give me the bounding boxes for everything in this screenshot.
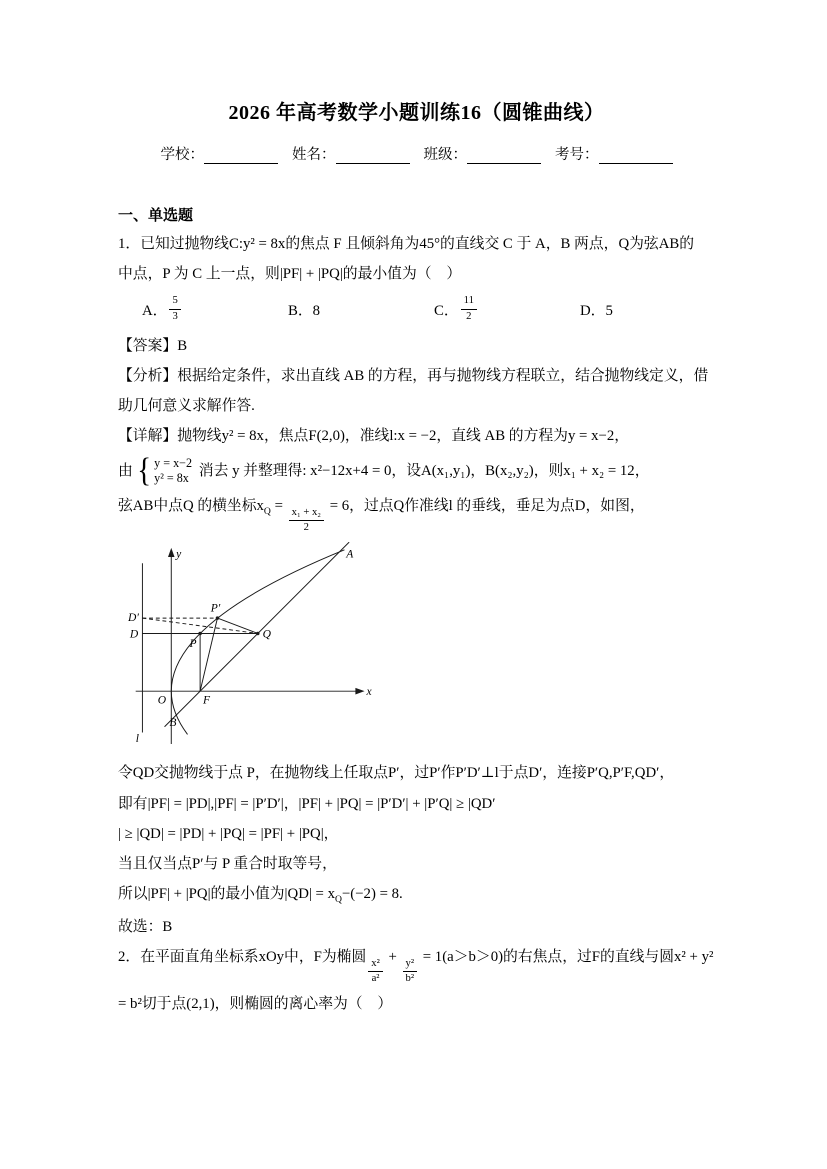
q1-conclusion: 故选：B: [118, 918, 173, 935]
point-q-dot: [256, 632, 259, 635]
label-point-b: B: [169, 717, 177, 730]
field-name-label: 姓名：: [292, 147, 336, 163]
field-school-label: 学校：: [160, 147, 204, 163]
option-a[interactable]: A． $\frac{5}{3}$: [142, 295, 288, 323]
label-point-p-prime: P′: [210, 602, 221, 615]
q1-detail-line-4: 令QD交抛物线于点 P，在抛物线上任取点P′，过P′作P′D′⊥l于点D′，连接P′Q,P′F,QD′，: [118, 765, 675, 782]
q1-detail-line-8: 所以|PF| + |PQ|的最小值为$|QD| = x_Q-(-2) = 8$.: [118, 886, 403, 906]
figure-container: [128, 542, 715, 754]
q1-stem-line-2: 中点，P 为 C 上一点，则|PF| + |PQ|的最小值为（ ）: [118, 266, 462, 283]
equation-system: { y = x−2 y² = 8x: [137, 451, 193, 489]
label-focus: F: [203, 695, 211, 708]
label-point-a: A: [346, 548, 354, 561]
label-origin: O: [157, 695, 167, 708]
q1-detail-line-5: 即有|PF| = |PD|,|PF| = |P′D′|，|PF| + |PQ| = |P′D′| + |P′Q| ≥ |QD′: [118, 795, 496, 812]
label-point-q: Q: [262, 628, 271, 641]
q1-options: [118, 295, 715, 323]
q1-detail-line-1: 【详解】抛物线y² = 8x，焦点F(2,0)，准线l:x = −2，直线 AB 的方程为y = x−2，: [118, 428, 630, 445]
option-b[interactable]: B．8: [288, 302, 321, 319]
segment-pprime-f: [200, 619, 217, 692]
fraction: $\frac{\text{y²}}{\text{b²}}$: [403, 958, 418, 986]
point-pprime-dot: [216, 617, 219, 620]
q1-analysis-line-1: 【分析】根据给定条件，求出直线 AB 的方程，再与抛物线方程联立，结合抛物线定义，借: [118, 368, 709, 385]
point-p-dot: [198, 632, 201, 635]
y-axis-arrowhead: [168, 548, 175, 557]
parabola-curve: [171, 550, 344, 735]
field-school: [161, 143, 279, 164]
label-point-p: P: [189, 638, 197, 651]
fraction: $\frac{\text{x₁ + x₂}}{2}$: [289, 507, 324, 535]
q1-stem-line-1: 1．已知过抛物线C:y² = 8x的焦点 F 且倾斜角为45°的直线交 C 于 A，B 两点，Q为弦AB的: [118, 236, 695, 252]
field-class-blank[interactable]: [467, 148, 541, 164]
label-point-d-prime: D′: [128, 612, 139, 625]
option-c[interactable]: C． $\frac{11}{2}$: [434, 295, 580, 323]
q1-detail-line-3: 弦AB中点Q 的横坐标$x_Q$ = $\frac{\text{x₁ + x₂}}{2}$ = 6，过点Q作准线l 的垂线，垂足为点D，如图，: [118, 498, 645, 534]
segment-dprime-q: [142, 619, 257, 634]
q2-stem-line-2: = b²切于点(2,1)，则椭圆的离心率为（ ）: [118, 996, 393, 1013]
q1-analysis-line-2: 助几何意义求解作答.: [118, 398, 255, 415]
field-class: [424, 143, 542, 164]
field-exam-no-label: 考号：: [555, 147, 599, 163]
q1-detail-line-7: 当且仅当点P′与 P 重合时取等号，: [118, 856, 337, 873]
q1-detail-line-6: | ≥ |QD| = |PD| + |PQ| = |PF| + |PQ|，: [118, 825, 339, 842]
label-y-axis: y: [176, 548, 182, 561]
label-directrix: l: [135, 733, 139, 746]
q1-detail-line-2: 由 { y = x−2 y² = 8x 消去 y 并整理得: x²−12x+4 = 0，设A(x₁,y₁)，B(x₂,y₂)，则x₁ + x₂ = 12，: [118, 451, 650, 489]
field-name-blank[interactable]: [336, 148, 410, 164]
field-exam-no-blank[interactable]: [599, 148, 673, 164]
label-point-d: D: [129, 628, 139, 641]
page-title: 2026 年高考数学小题训练16（圆锥曲线）: [228, 102, 605, 124]
field-name: [292, 143, 410, 164]
section-heading: 一、单选题: [118, 208, 194, 224]
student-info-row: [118, 143, 715, 164]
q1-answer: 【答案】B: [118, 337, 188, 354]
fraction: $\frac{\text{x²}}{\text{a²}}$: [368, 958, 383, 986]
field-class-label: 班级：: [423, 147, 467, 163]
fraction: $\frac{11}{2}$: [461, 295, 477, 323]
option-d[interactable]: D．5: [580, 302, 613, 319]
parabola-diagram: [128, 542, 378, 749]
field-exam-no: [555, 143, 673, 164]
q2-stem-line-1: 2．在平面直角坐标系xOy中，F为椭圆 $\frac{\text{x²}}{\text{a²}}$ + $\frac{\text{y²}}{\text{b²}}$ = 1(a＞b＞0)的右焦点，过F的直线与圆x² + y²: [118, 948, 714, 984]
label-x-axis: x: [366, 686, 372, 699]
x-axis-arrowhead: [355, 688, 364, 695]
field-school-blank[interactable]: [204, 148, 278, 164]
fraction: $\frac{5}{3}$: [169, 295, 180, 323]
